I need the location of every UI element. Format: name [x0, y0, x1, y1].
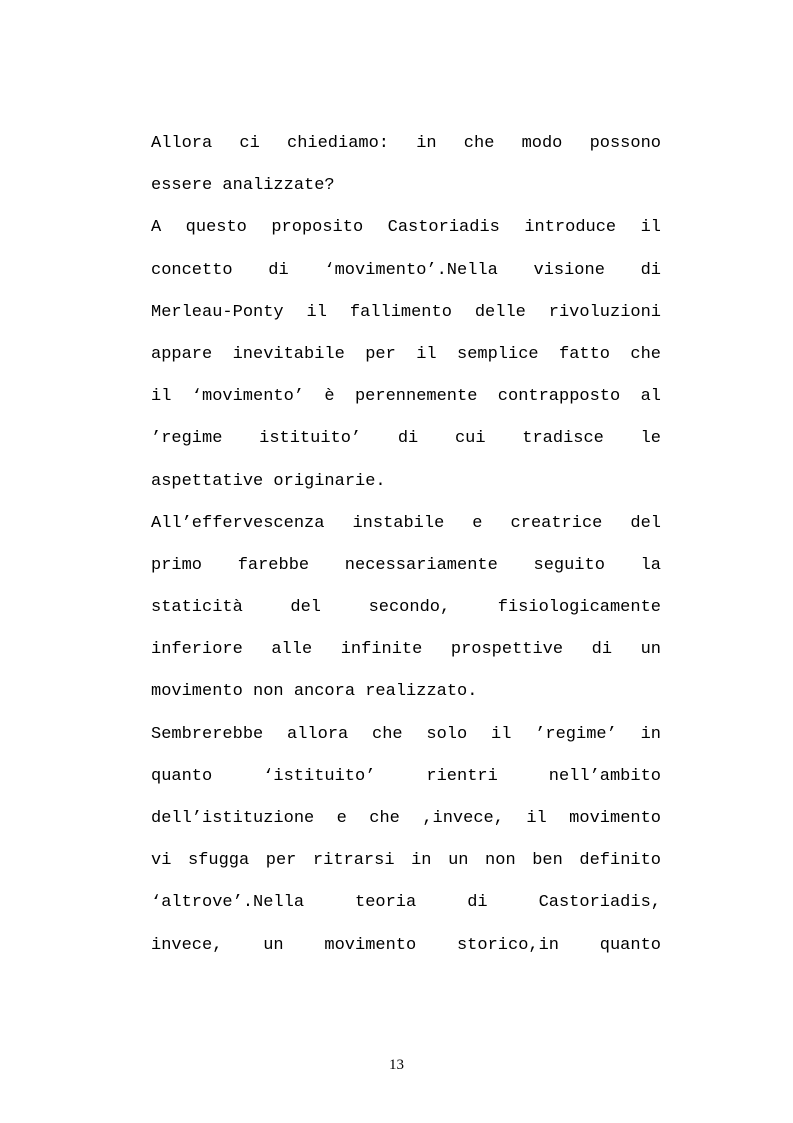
text-line: A questo proposito Castoriadis introduce il — [151, 218, 661, 238]
text-line: Merleau-Ponty il fallimento delle rivoluzioni — [151, 302, 661, 322]
text-line: concetto di ‘movimento’.Nella visione di — [151, 260, 661, 280]
text-line: il ‘movimento’ è perennemente contrapposto al — [151, 387, 661, 407]
text-line: invece, un movimento storico,in quanto — [151, 935, 661, 955]
text-line: primo farebbe necessariamente seguito la — [151, 555, 661, 575]
text-line: staticità del secondo, fisiologicamente — [151, 598, 661, 618]
text-line: dell’istituzione e che ,invece, il movimento — [151, 809, 661, 828]
text-line: ’regime istituito’ di cui tradisce le — [151, 429, 661, 449]
page-number: 13 — [389, 1057, 404, 1073]
text-line: quanto ‘istituito’ rientri nell’ambito — [151, 766, 661, 786]
text-line: Sembrerebbe allora che solo il ’regime’ in — [151, 724, 661, 744]
text-line: inferiore alle infinite prospettive di un — [151, 640, 661, 660]
text-line: movimento non ancora realizzato. — [151, 682, 478, 702]
text-line: All’effervescenza instabile e creatrice del — [151, 513, 661, 533]
text-line: Allora ci chiediamo: in che modo possono — [151, 134, 661, 153]
text-line: essere analizzate? — [151, 176, 335, 196]
body-text — [151, 128, 661, 972]
text-line: ‘altrove’.Nella teoria di Castoriadis, — [151, 893, 661, 913]
text-line: vi sfugga per ritrarsi in un non ben definito — [151, 851, 661, 871]
text-line: appare inevitabile per il semplice fatto che — [151, 344, 661, 364]
text-line: aspettative originarie. — [151, 471, 386, 491]
